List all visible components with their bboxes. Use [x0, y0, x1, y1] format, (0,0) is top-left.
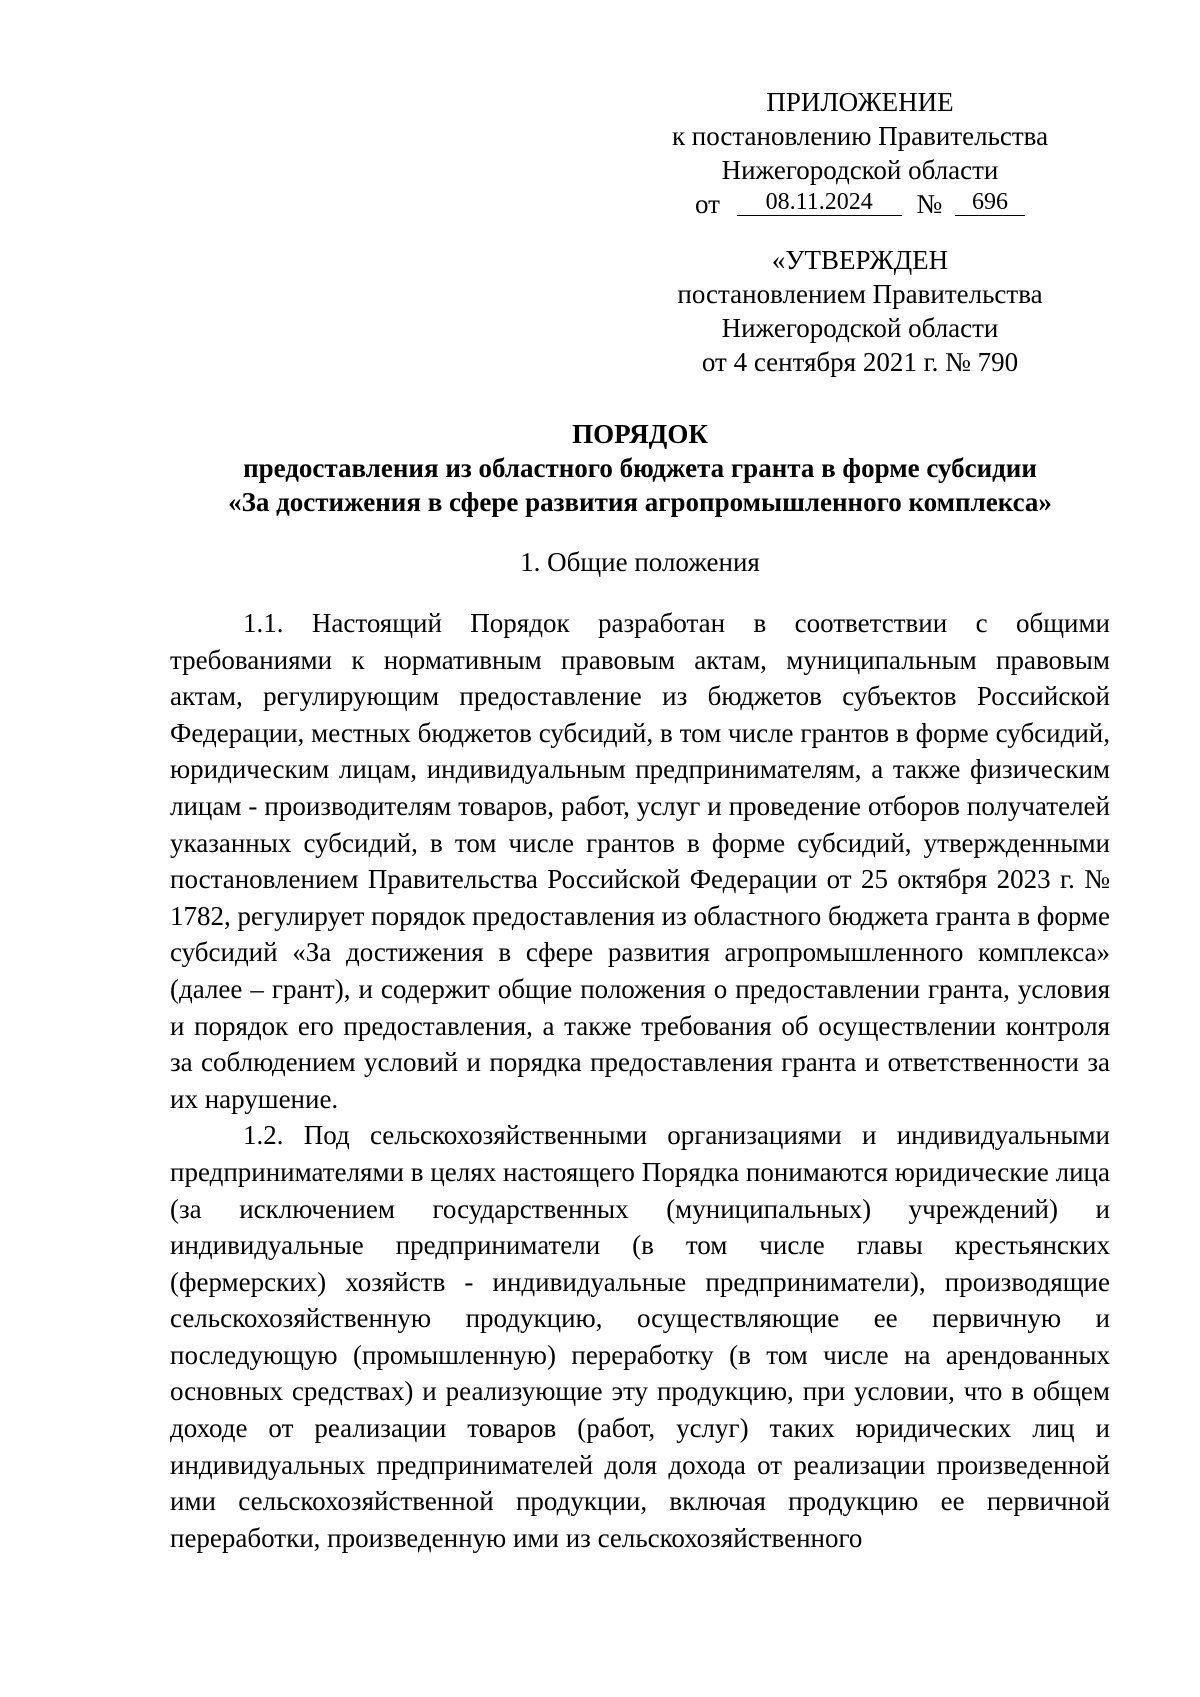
appendix-line-2: Нижегородской области [721, 155, 999, 185]
appendix-date: 08.11.2024 [737, 189, 902, 216]
section-heading: 1. Общие положения [520, 547, 760, 577]
approved-line-1: постановлением Правительства [677, 279, 1043, 309]
approved-line-2: Нижегородской области [721, 313, 999, 343]
approved-block [660, 243, 1060, 379]
paragraph-1-1: 1.1. Настоящий Порядок разработан в соответствии с общими требованиями к нормативным правовым актам, муниципальным правовым актам, регулирующим предоставление из бюджетов субъектов Российской Федерации, местных бюджетов субсидий, в том числе грантов в форме субсидий, юридическим лицам, индивидуальным предпринимателям, а также физическим лицам - производителям товаров, работ, услуг и проведение отборов получателей указанных субсидий, в том числе грантов в форме субсидий, утвержденными постановлением Правительства Российской Федерации от 25 октября 2023 г. № 1782, регулирует порядок предоставления из областного бюджета гранта в форме субсидий «За достижения в сфере развития агропромышленного комплекса» (далее – грант), и содержит общие положения о предоставлении гранта, условия и порядок его предоставления, а также требования об осуществлении контроля за соблюдением условий и порядка предоставления гранта и ответственности за их нарушение. [170, 608, 1110, 1114]
document-title-line-2: предоставления из областного бюджета гранта в форме субсидии [243, 453, 1037, 483]
appendix-title: ПРИЛОЖЕНИЕ [766, 87, 954, 117]
paragraph-1-2: 1.2. Под сельскохозяйственными организациями и индивидуальными предпринимателями в целях настоящего Порядка понимаются юридические лица (за исключением государственных (муниципальных) учреждений) и индивидуальные предприниматели (в том числе главы крестьянских (фермерских) хозяйств - индивидуальные предприниматели), производящие сельскохозяйственную продукцию, осуществляющие ее первичную и последующую (промышленную) переработку (в том числе на арендованных основных средствах) и реализующие эту продукцию, при условии, что в общем доходе от реализации товаров (работ, услуг) таких юридических лиц и индивидуальных предпринимателей доля дохода от реализации произведенной ими сельскохозяйственной продукции, включая продукцию ее первичной переработки, произведенную ими из сельскохозяйственного [170, 1120, 1110, 1553]
appendix-number-label: № [916, 189, 943, 219]
document-title-line-1: ПОРЯДОК [572, 419, 708, 449]
appendix-date-row [660, 187, 1060, 221]
approved-line-3: от 4 сентября 2021 г. № 790 [701, 347, 1019, 377]
approved-title: «УТВЕРЖДЕН [771, 245, 949, 275]
appendix-line-1: к постановлению Правительства [671, 121, 1049, 151]
document-title-line-3: «За достижения в сфере развития агропромышленного комплекса» [228, 487, 1052, 517]
body-text [170, 605, 1110, 1556]
appendix-number: 696 [955, 189, 1025, 216]
document-title [170, 417, 1110, 519]
appendix-block [660, 85, 1060, 221]
appendix-from-label: от [695, 189, 720, 219]
